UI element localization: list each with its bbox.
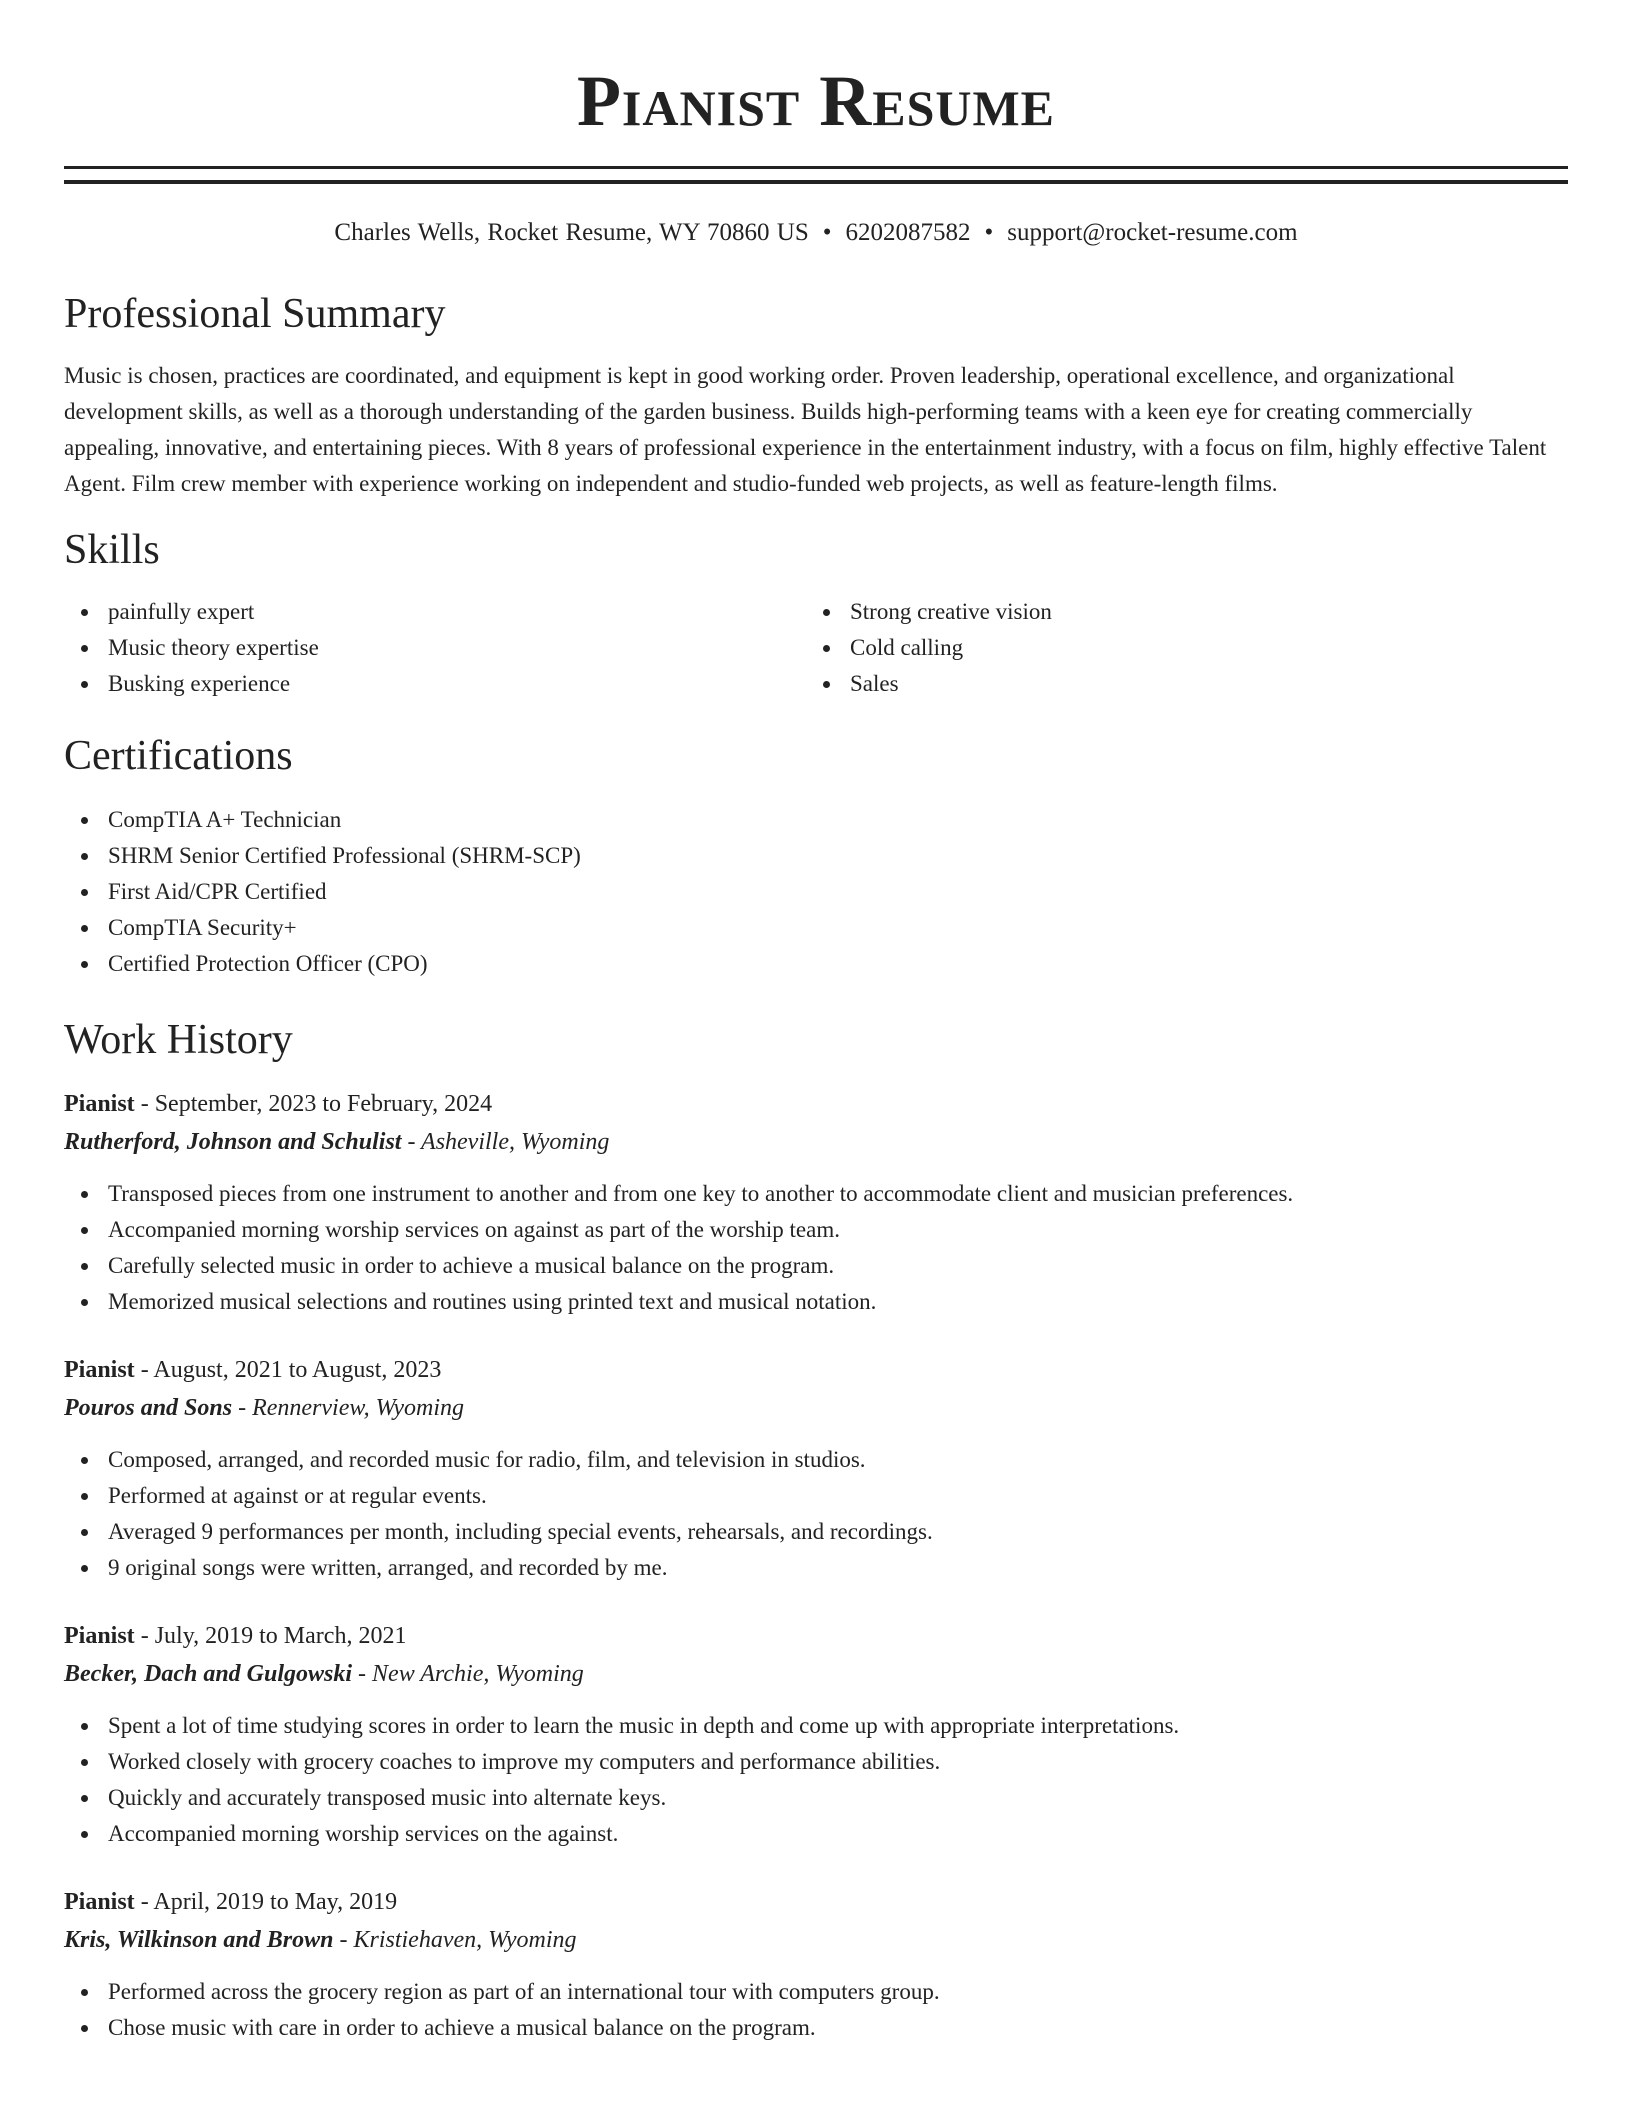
- company-line: [64, 1388, 1568, 1428]
- job-bullet: Chose music with care in order to achieve a musical balance on the program.: [108, 2010, 1568, 2046]
- job-dates: September, 2023 to February, 2024: [154, 1091, 493, 1117]
- job-bullet: Composed, arranged, and recorded music for radio, film, and television in studios.: [108, 1442, 1568, 1478]
- job-entry: [64, 1086, 1568, 1320]
- title-double-rule: [64, 166, 1568, 184]
- job-bullets: [64, 1974, 1568, 2046]
- job-title: Pianist: [64, 1623, 135, 1649]
- job-bullet: Spent a lot of time studying scores in order to learn the music in depth and come up with appropriate interpretations.: [108, 1708, 1568, 1744]
- job-dash: -: [134, 1357, 154, 1383]
- contact-address: Charles Wells, Rocket Resume, WY 70860 US: [334, 219, 809, 246]
- company-name: Becker, Dach and Gulgowski: [64, 1661, 353, 1687]
- job-bullet: Averaged 9 performances per month, including special events, rehearsals, and recordings.: [108, 1514, 1568, 1550]
- job-title: Pianist: [64, 1357, 135, 1383]
- job-dates: July, 2019 to March, 2021: [154, 1623, 407, 1649]
- contact-line: [64, 216, 1568, 250]
- skills-grid: [64, 594, 1568, 702]
- job-entry: [64, 1884, 1568, 2046]
- job-bullet: Transposed pieces from one instrument to another and from one key to another to accommodate client and musician preferences.: [108, 1176, 1568, 1212]
- job-bullets: [64, 1708, 1568, 1852]
- company-name: Rutherford, Johnson and Schulist: [64, 1129, 402, 1155]
- job-bullet: Worked closely with grocery coaches to improve my computers and performance abilities.: [108, 1744, 1568, 1780]
- skills-list-left: [64, 594, 806, 702]
- company-location: Kristiehaven, Wyoming: [353, 1927, 577, 1953]
- skill-item: painfully expert: [108, 594, 806, 630]
- company-line: [64, 1920, 1568, 1960]
- company-location: New Archie, Wyoming: [372, 1661, 584, 1687]
- company-dash: -: [352, 1661, 373, 1687]
- job-bullets: [64, 1442, 1568, 1586]
- job-dash: -: [134, 1889, 154, 1915]
- company-dash: -: [333, 1927, 354, 1953]
- contact-email[interactable]: support@rocket-resume.com: [1007, 219, 1298, 246]
- skill-item: Busking experience: [108, 666, 806, 702]
- skill-item: Strong creative vision: [850, 594, 1568, 630]
- company-line: [64, 1122, 1568, 1162]
- job-bullet: Memorized musical selections and routines using printed text and musical notation.: [108, 1284, 1568, 1320]
- skill-item: Sales: [850, 666, 1568, 702]
- job-bullet: Carefully selected music in order to achieve a musical balance on the program.: [108, 1248, 1568, 1284]
- job-dash: -: [134, 1623, 155, 1649]
- resume-title: Pianist Resume: [576, 61, 1056, 141]
- job-bullet: Performed across the grocery region as part of an international tour with computers group.: [108, 1974, 1568, 2010]
- contact-phone: 6202087582: [845, 219, 971, 246]
- job-bullet: Accompanied morning worship services on the against.: [108, 1816, 1568, 1852]
- company-dash: -: [232, 1395, 253, 1421]
- job-bullet: Performed at against or at regular events.: [108, 1478, 1568, 1514]
- certifications-heading: Certifications: [64, 733, 293, 779]
- job-title-line: [64, 1352, 1568, 1388]
- certifications-list: [64, 802, 1568, 982]
- skill-item: Cold calling: [850, 630, 1568, 666]
- job-entry: [64, 1618, 1568, 1852]
- company-name: Pouros and Sons: [64, 1395, 233, 1421]
- summary-text: Music is chosen, practices are coordinated, and equipment is kept in good working order. Proven leadership, operational excellence, and organizational development skills, as well as a thorough understanding of the garden business. Builds high-performing teams with a keen eye for creating commercially appealing, innovative, and entertaining pieces. With 8 years of professional experience in the entertainment industry, with a focus on film, highly effective Talent Agent. Film crew member with experience working on independent and studio-funded web projects, as well as feature-length films.: [64, 363, 1547, 496]
- skills-list-right: [806, 594, 1568, 702]
- job-title-line: [64, 1086, 1568, 1122]
- skill-item: Music theory expertise: [108, 630, 806, 666]
- job-title-line: [64, 1618, 1568, 1654]
- job-title: Pianist: [64, 1889, 135, 1915]
- work-history-heading: Work History: [64, 1017, 293, 1063]
- company-name: Kris, Wilkinson and Brown: [64, 1927, 334, 1953]
- job-bullets: [64, 1176, 1568, 1320]
- job-bullet: Accompanied morning worship services on against as part of the worship team.: [108, 1212, 1568, 1248]
- job-entry: [64, 1352, 1568, 1586]
- company-location: Rennerview, Wyoming: [252, 1395, 465, 1421]
- job-bullet: Quickly and accurately transposed music into alternate keys.: [108, 1780, 1568, 1816]
- company-location: Asheville, Wyoming: [421, 1129, 610, 1155]
- company-line: [64, 1654, 1568, 1694]
- skills-heading: Skills: [64, 527, 160, 573]
- certification-item: First Aid/CPR Certified: [108, 874, 1568, 910]
- job-title: Pianist: [64, 1091, 135, 1117]
- certification-item: CompTIA A+ Technician: [108, 802, 1568, 838]
- certification-item: SHRM Senior Certified Professional (SHRM-SCP): [108, 838, 1568, 874]
- job-bullet: 9 original songs were written, arranged, and recorded by me.: [108, 1550, 1568, 1586]
- certification-item: Certified Protection Officer (CPO): [108, 946, 1568, 982]
- job-dash: -: [134, 1091, 155, 1117]
- job-title-line: [64, 1884, 1568, 1920]
- job-dates: August, 2021 to August, 2023: [153, 1357, 442, 1383]
- contact-separator: •: [984, 219, 994, 246]
- job-dates: April, 2019 to May, 2019: [153, 1889, 398, 1915]
- contact-separator: •: [822, 219, 832, 246]
- certification-item: CompTIA Security+: [108, 910, 1568, 946]
- company-dash: -: [401, 1129, 422, 1155]
- summary-heading: Professional Summary: [64, 291, 446, 337]
